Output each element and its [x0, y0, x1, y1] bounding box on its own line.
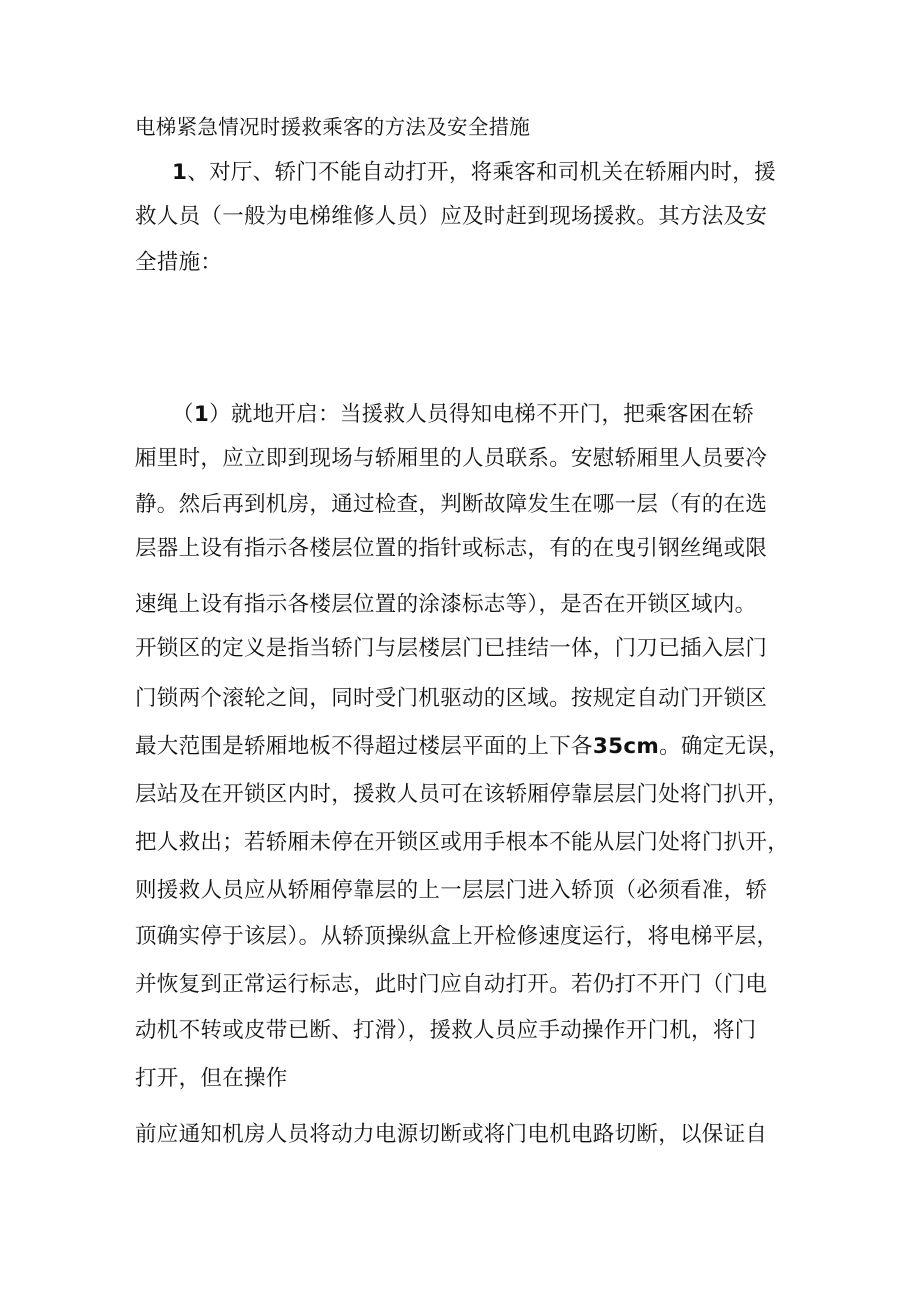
paragraph-line: 前应通知机房人员将动力电源切断或将门电机电路切断，以保证自 — [135, 1122, 768, 1147]
subsection-1-number: 1 — [193, 402, 210, 427]
paragraph-line: 厢里时，应立即到现场与轿厢里的人员联系。安慰轿厢里人员要冷 — [135, 446, 768, 471]
range-value: 35cm — [592, 734, 660, 759]
section-1-line-2: 救人员（一般为电梯维修人员）应及时赶到现场援救。其方法及安 — [135, 204, 768, 229]
paragraph-line: 则援救人员应从轿厢停靠层的上一层层门进入轿顶（必须看准，轿 — [135, 878, 768, 903]
paragraph-line: 层器上设有指示各楼层位置的指针或标志，有的在曳引钢丝绳或限 — [135, 536, 768, 561]
document-title: 电梯紧急情况时援救乘客的方法及安全措施 — [135, 115, 531, 139]
section-1-line-3: 全措施： — [135, 250, 223, 275]
paragraph-line: 层站及在开锁区内时，援救人员可在该轿厢停靠层层门处将门扒开， — [135, 782, 790, 807]
paragraph-line: 打开，但在操作 — [135, 1066, 288, 1091]
paragraph-line: 开锁区的定义是指当轿门与层楼层门已挂结一体，门刀已插入层门 — [135, 636, 768, 661]
paragraph-line: 动机不转或皮带已断、打滑），援救人员应手动操作开门机，将门 — [135, 1018, 757, 1043]
subsection-1-text: ）就地开启：当援救人员得知电梯不开门，把乘客困在轿 — [209, 402, 755, 427]
subsection-1-open-paren: （ — [172, 402, 194, 427]
subsection-1-line-1 — [172, 400, 754, 430]
paragraph-line: 把人救出；若轿厢未停在开锁区或用手根本不能从层门处将门扒开， — [135, 830, 790, 855]
section-1-number: 1 — [172, 160, 188, 185]
paragraph-line: 顶确实停于该层）。从轿顶操纵盒上开检修速度运行，将电梯平层， — [135, 924, 779, 949]
paragraph-line-range — [135, 732, 790, 762]
section-1-text: 、对厅、轿门不能自动打开，将乘客和司机关在轿厢内时，援 — [187, 160, 776, 185]
range-text-before: 最大范围是轿厢地板不得超过楼层平面的上下各 — [135, 734, 593, 759]
range-text-after: 。确定无误， — [659, 734, 790, 759]
paragraph-line: 速绳上设有指示各楼层位置的涂漆标志等），是否在开锁区域内。 — [135, 592, 757, 617]
section-1-line-1 — [172, 158, 776, 188]
paragraph-line: 并恢复到正常运行标志，此时门应自动打开。若仍打不开门（门电 — [135, 972, 768, 997]
paragraph-line: 静。然后再到机房，通过检查，判断故障发生在哪一层（有的在选 — [135, 492, 768, 517]
paragraph-line: 门锁两个滚轮之间，同时受门机驱动的区域。按规定自动门开锁区 — [135, 686, 768, 711]
